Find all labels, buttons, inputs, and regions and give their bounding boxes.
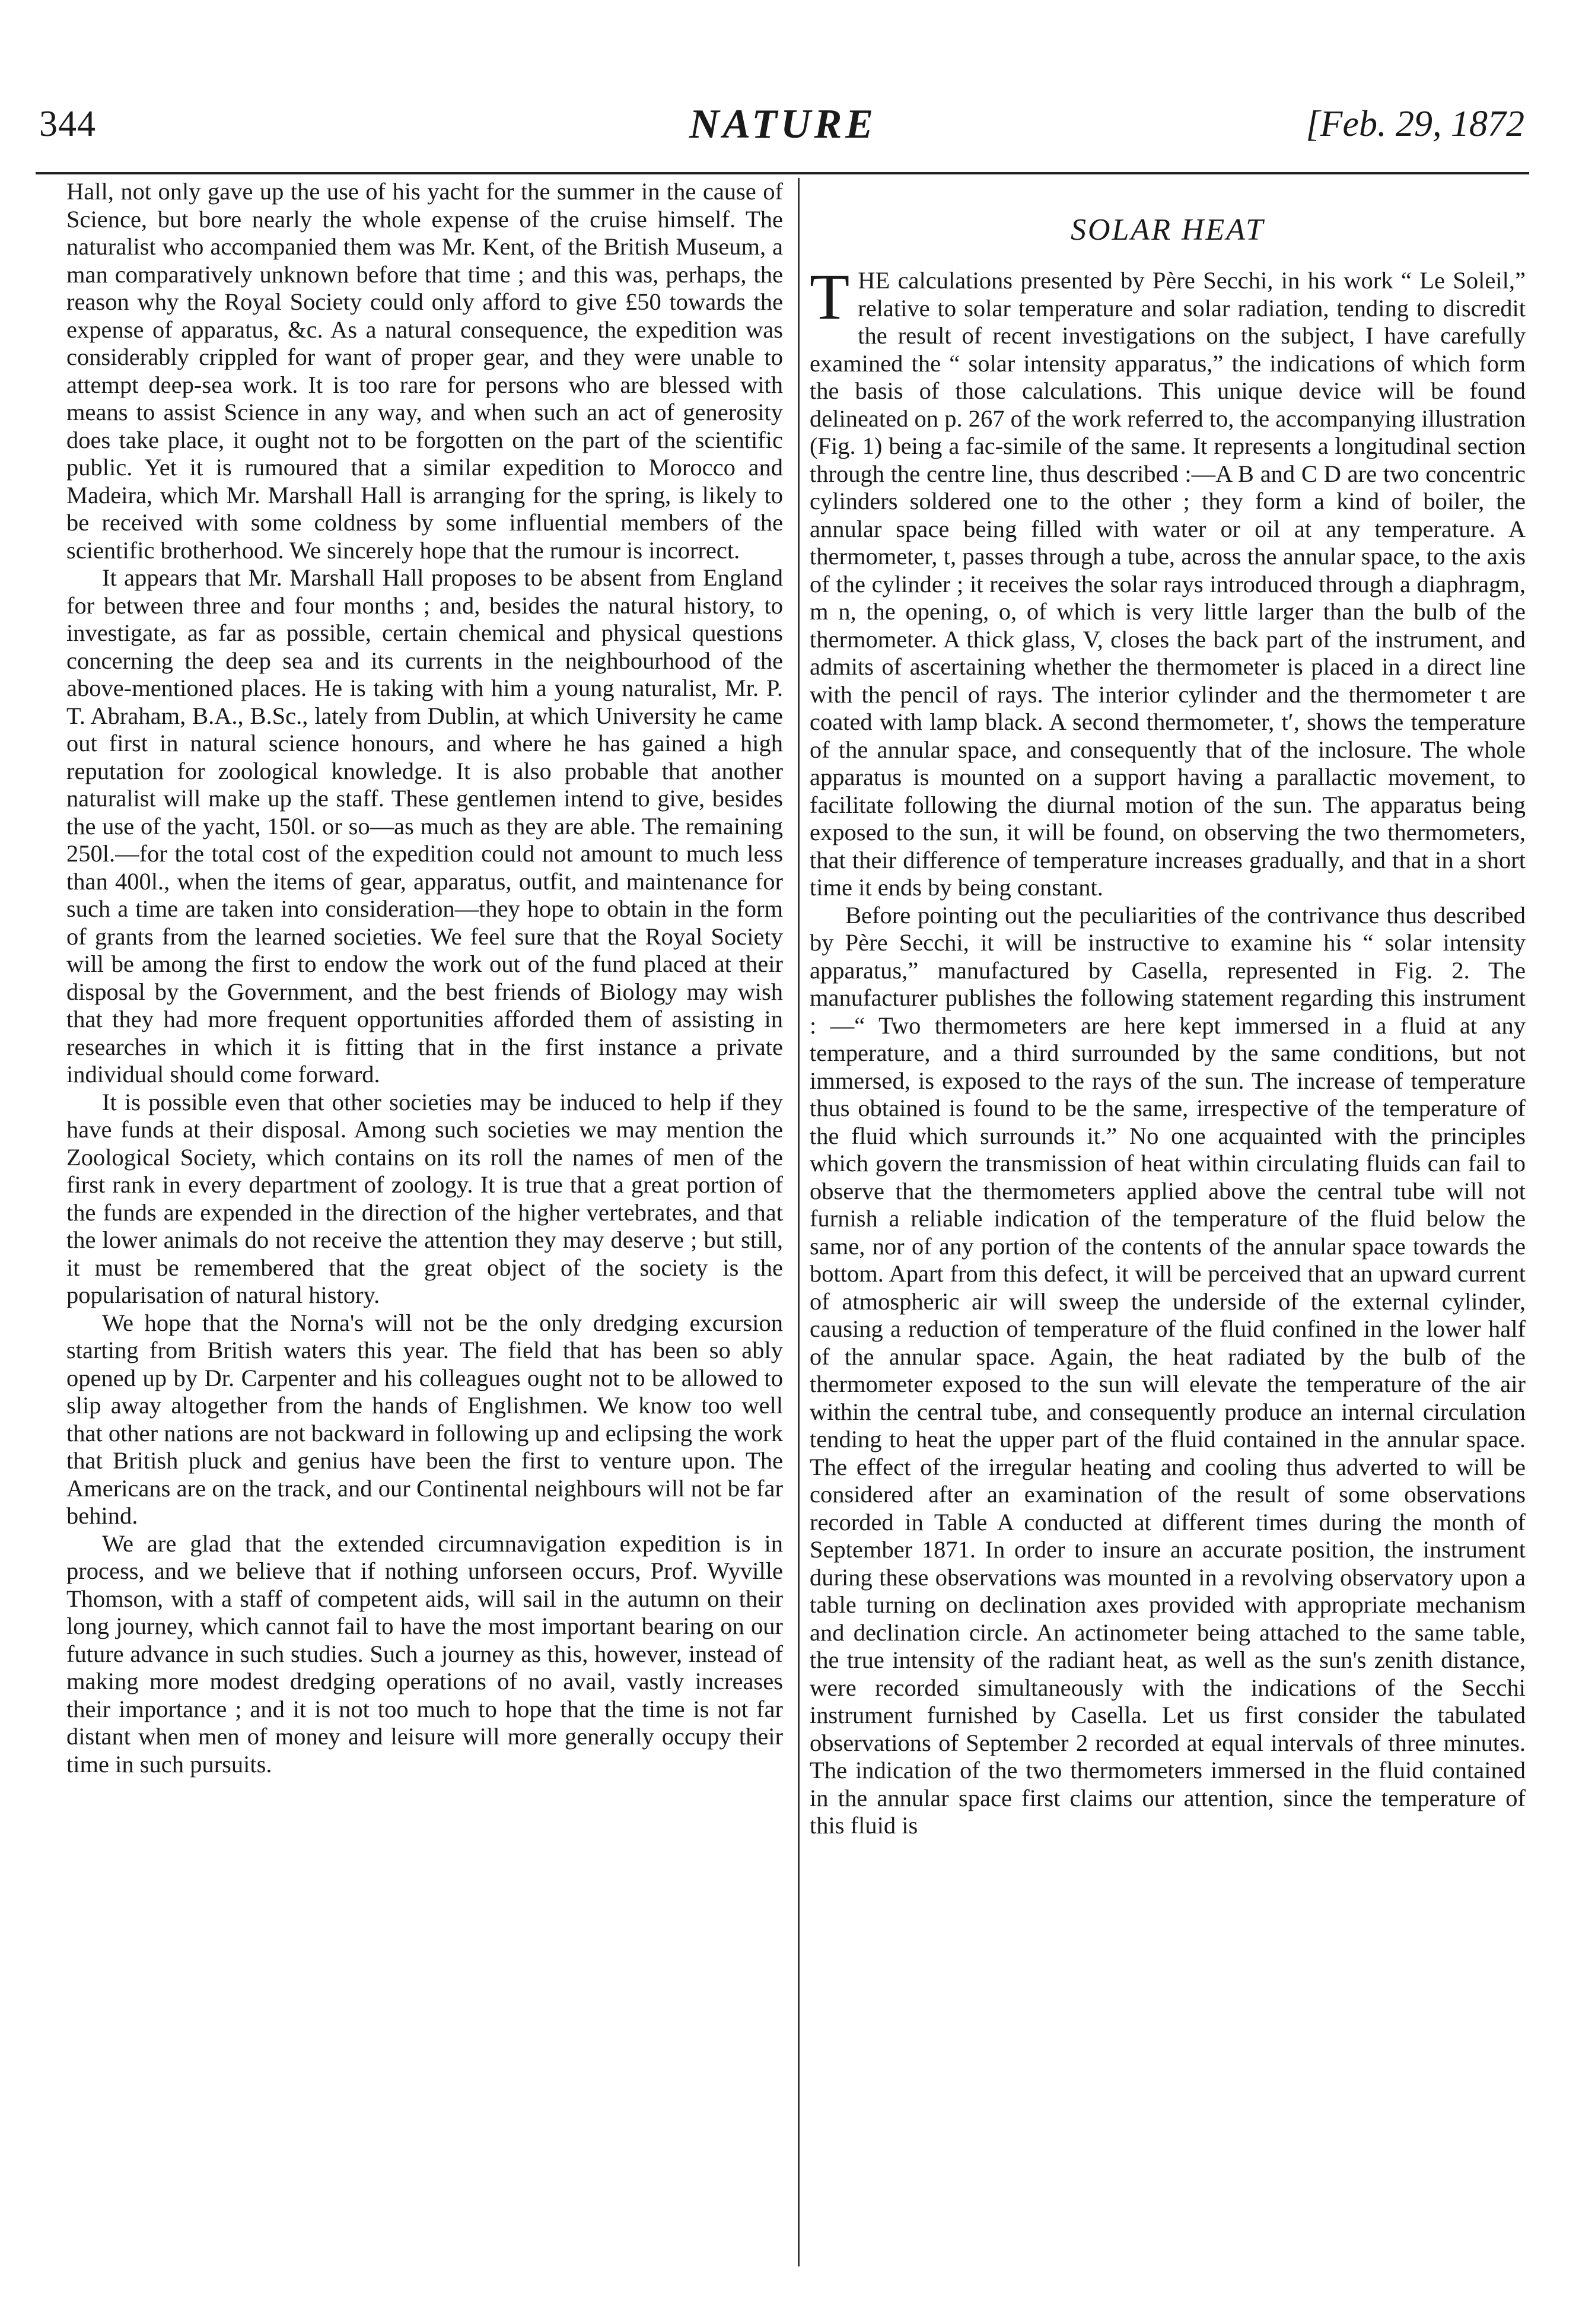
column-divider	[798, 178, 800, 2266]
lead-paragraph-text: HE calculations presented by Père Secchi, in his work “ Le Soleil,” relative to solar temperature and solar radiation, tending to discredit the result of recent investigations on the subject, I have carefully examined the “ solar intensity apparatus,” the indications of which form the basis of those calculations. This unique device will be found delineated on p. 267 of the work referred to, the accompanying illustration (Fig. 1) being a fac-simile of the same. It represents a longitudinal section through the centre line, thus described :—A B and C D are two concentric cylinders soldered one to the other ; they form a kind of boiler, the annular space being filled with water or oil at any temperature. A thermometer, t, passes through a tube, across the annular space, to the axis of the cylinder ; it receives the solar rays introduced through a diaphragm, m n, the opening, o, of which is very little larger than the bulb of the thermometer. A thick glass, V, closes the back part of the instrument, and admits of ascertaining whether the thermometer is placed in a direct line with the pencil of rays. The interior cylinder and the thermometer t are coated with lamp black. A second thermometer, t′, shows the temperature of the annular space, and consequently that of the inclosure. The whole apparatus is mounted on a support having a parallactic movement, to facilitate following the diurnal motion of the sun. The apparatus being exposed to the sun, it will be found, on observing the two thermometers, that their difference of temperature increases gradually, and that in a short time it ends by being constant.	[810, 267, 1526, 901]
paragraph: It is possible even that other societies may be induced to help if they have funds at their disposal. Among such societies we may mention the Zoological Society, which contains on its roll the names of men of the first rank in every department of zoology. It is true that a great portion of the funds are expended in the direction of the higher vertebrates, and that the lower animals do not receive the attention they may deserve ; but still, it must be remembered that the great object of the society is the popularisation of natural history.	[66, 1088, 783, 1308]
header-rule	[36, 172, 1529, 174]
paragraph: We are glad that the extended circumnavigation expedition is in process, and we believe that if nothing unforseen occurs, Prof. Wyville Thomson, with a staff of competent aids, will sail in the autumn on their long journey, which cannot fail to have the most important bearing on our future advance in such studies. Such a journey as this, however, instead of making more modest dredging operations of no avail, vastly increases their importance ; and it is not too much to hope that the time is not far distant when men of money and leisure will more generally occupy their time in such pursuits.	[66, 1530, 783, 1778]
section-title: SOLAR HEAT	[1070, 213, 1265, 247]
lead-paragraph	[810, 260, 1526, 902]
issue-date: [Feb. 29, 1872	[1306, 104, 1524, 144]
paragraph: It appears that Mr. Marshall Hall proposes to be absent from England for between three and four months ; and, besides the natural history, to investigate, as far as possible, certain chemical and physical questions concerning the deep sea and its currents in the neighbourhood of the above-mentioned places. He is taking with him a young naturalist, Mr. P. T. Abraham, B.A., B.Sc., lately from Dublin, at which University he came out first in natural science honours, and where he has gained a high reputation for zoological knowledge. It is also probable that another naturalist will make up the staff. These gentlemen intend to give, besides the use of the yacht, 150l. or so—as much as they are able. The remaining 250l.—for the total cost of the expedition could not amount to much less than 400l., when the items of gear, apparatus, outfit, and maintenance for such a time are taken into consideration—they hope to obtain in the form of grants from the learned societies. We feel sure that the Royal Society will be among the first to endow the work out of the fund placed at their disposal by the Government, and the best friends of Biology may wish that they had more frequent opportunities afforded them of assisting in researches in which it is fitting that in the first instance a private individual should come forward.	[66, 564, 783, 1088]
paragraph: Before pointing out the peculiarities of the contrivance thus described by Père Secchi, it will be instructive to examine his “ solar intensity apparatus,” manufactured by Casella, represented in Fig. 2. The manufacturer publishes the following statement regarding this instrument : —“ Two thermometers are here kept immersed in a fluid at any temperature, and a third surrounded by the same conditions, but not immersed, is exposed to the rays of the sun. The increase of temperature thus obtained is found to be the same, irrespective of the temperature of the fluid which surrounds it.” No one acquainted with the principles which govern the transmission of heat within circulating fluids can fail to observe that the thermometers applied above the central tube will not furnish a reliable indication of the temperature of the fluid below the same, nor of any portion of the contents of the annular space towards the bottom. Apart from this defect, it will be perceived that an upward current of atmospheric air will sweep the underside of the external cylinder, causing a reduction of temperature of the fluid confined in the lower half of the annular space. Again, the heat radiated by the bulb of the thermometer exposed to the sun will elevate the temperature of the air within the central tube, and consequently produce an internal circulation tending to heat the upper part of the fluid contained in the annular space. The effect of the irregular heating and cooling thus adverted to will be considered after an examination of the result of some observations recorded in Table A conducted at different times during the month of September 1871. In order to insure an accurate position, the instrument during these observations was mounted in a revolving observatory upon a table turning on declination axes provided with appropriate mechanism and declination circle. An actinometer being attached to the same table, the true intensity of the radiant heat, as well as the sun's zenith distance, were recorded simultaneously with the indications of the Secchi instrument furnished by Casella. Let us first consider the tabulated observations of September 2 recorded at equal intervals of three minutes. The indication of the two thermometers immersed in the fluid contained in the annular space first claims our attention, since the temperature of this fluid is	[810, 901, 1526, 1839]
right-column	[810, 178, 1526, 2207]
left-column	[66, 178, 783, 2207]
drop-cap: T	[810, 260, 850, 333]
paragraph: Hall, not only gave up the use of his yacht for the summer in the cause of Science, but bore nearly the whole expense of the cruise himself. The naturalist who accompanied them was Mr. Kent, of the British Museum, a man comparatively unknown before that time ; and this was, perhaps, the reason why the Royal Society could only afford to give £50 towards the expense of apparatus, &c. As a natural consequence, the expedition was considerably crippled for want of proper gear, and they were unable to attempt deep-sea work. It is too rare for persons who are blessed with means to assist Science in any way, and when such an act of generosity does take place, it ought not to be forgotten on the part of the scientific public. Yet it is rumoured that a similar expedition to Morocco and Madeira, which Mr. Marshall Hall is arranging for the spring, is likely to be received with some coldness by some influential members of the scientific brotherhood. We sincerely hope that the rumour is incorrect.	[66, 178, 783, 564]
page-number: 344	[39, 104, 96, 144]
journal-title: NATURE	[689, 101, 877, 147]
page-header	[36, 101, 1530, 172]
paragraph: We hope that the Norna's will not be the only dredging excursion starting from British waters this year. The field that has been so ably opened up by Dr. Carpenter and his colleagues ought not to be allowed to slip away altogether from the hands of Englishmen. We know too well that other nations are not backward in following up and eclipsing the work that British pluck and genius have been the first to venture upon. The Americans are on the track, and our Continental neighbours will not be far behind.	[66, 1309, 783, 1529]
